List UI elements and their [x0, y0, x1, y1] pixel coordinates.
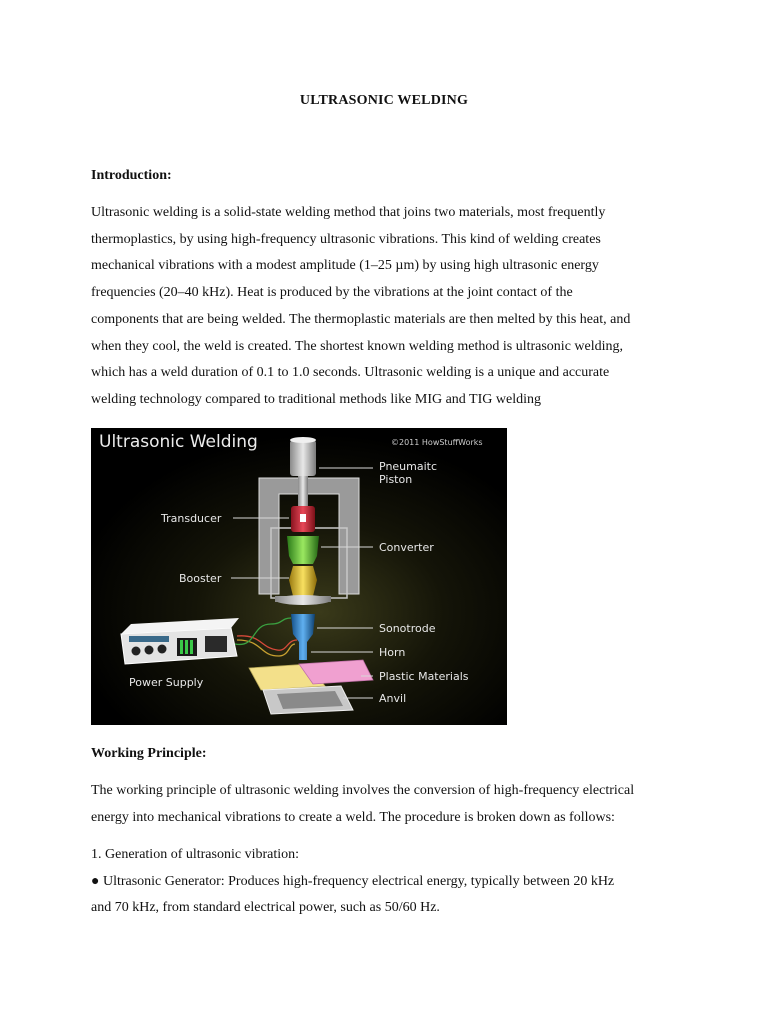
label-converter: Converter [379, 541, 434, 554]
intro-line: Ultrasonic welding is a solid-state welding method that joins two materials, most frequently [91, 205, 606, 220]
clamp-ring [275, 595, 331, 605]
label-booster: Booster [179, 572, 222, 585]
figure-copyright: ©2011 HowStuffWorks [391, 438, 483, 447]
step-1-section [91, 842, 691, 922]
label-plastic-materials: Plastic Materials [379, 670, 469, 683]
label-horn: Horn [379, 646, 406, 659]
welding-diagram [91, 428, 507, 725]
label-power-supply: Power Supply [129, 676, 204, 689]
step-1-label: 1. Generation of ultrasonic vibration: [91, 847, 299, 862]
ultrasonic-welding-figure [91, 428, 507, 725]
intro-line: mechanical vibrations with a modest amplitude (1–25 µm) by using high ultrasonic energy [91, 258, 599, 274]
transducer-part [291, 506, 315, 532]
bullet-line: ● Ultrasonic Generator: Produces high-frequency electrical energy, typically between 20 kHz [91, 873, 615, 889]
intro-line: frequencies (20–40 kHz). Heat is produced by the vibrations at the joint contact of the [91, 285, 573, 301]
label-transducer: Transducer [161, 512, 222, 525]
label-piston: Piston [379, 473, 413, 486]
power-supply-unit [121, 618, 239, 664]
intro-line: which has a weld duration of 0.1 to 1.0 seconds. Ultrasonic welding is a unique and accurate [91, 365, 610, 381]
anvil-part [263, 686, 353, 714]
intro-line: thermoplastics, by using high-frequency ultrasonic vibrations. This kind of welding creates [91, 231, 601, 247]
label-anvil: Anvil [379, 692, 407, 705]
label-sonotrode: Sonotrode [379, 622, 436, 635]
converter-part [287, 536, 319, 564]
figure-title: Ultrasonic Welding [99, 432, 258, 452]
working-line: energy into mechanical vibrations to create a weld. The procedure is broken down as follows: [91, 809, 615, 825]
bullet-line: and 70 kHz, from standard electrical power, such as 50/60 Hz. [91, 900, 440, 916]
working-principle-paragraph [91, 778, 691, 831]
intro-paragraph [91, 200, 691, 414]
intro-heading: Introduction: [91, 168, 172, 183]
working-principle-heading: Working Principle: [91, 746, 207, 761]
booster-part [289, 566, 317, 596]
intro-line: when they cool, the weld is created. The shortest known welding method is ultrasonic welding, [91, 338, 624, 354]
intro-line: welding technology compared to traditional methods like MIG and TIG welding [91, 391, 541, 407]
intro-line: components that are being welded. The thermoplastic materials are then melted by this heat, and [91, 311, 631, 327]
working-line: The working principle of ultrasonic welding involves the conversion of high-frequency electrical [91, 783, 635, 798]
label-pneumatic: Pneumaitc [379, 460, 438, 473]
document-title: ULTRASONIC WELDING [299, 93, 469, 108]
